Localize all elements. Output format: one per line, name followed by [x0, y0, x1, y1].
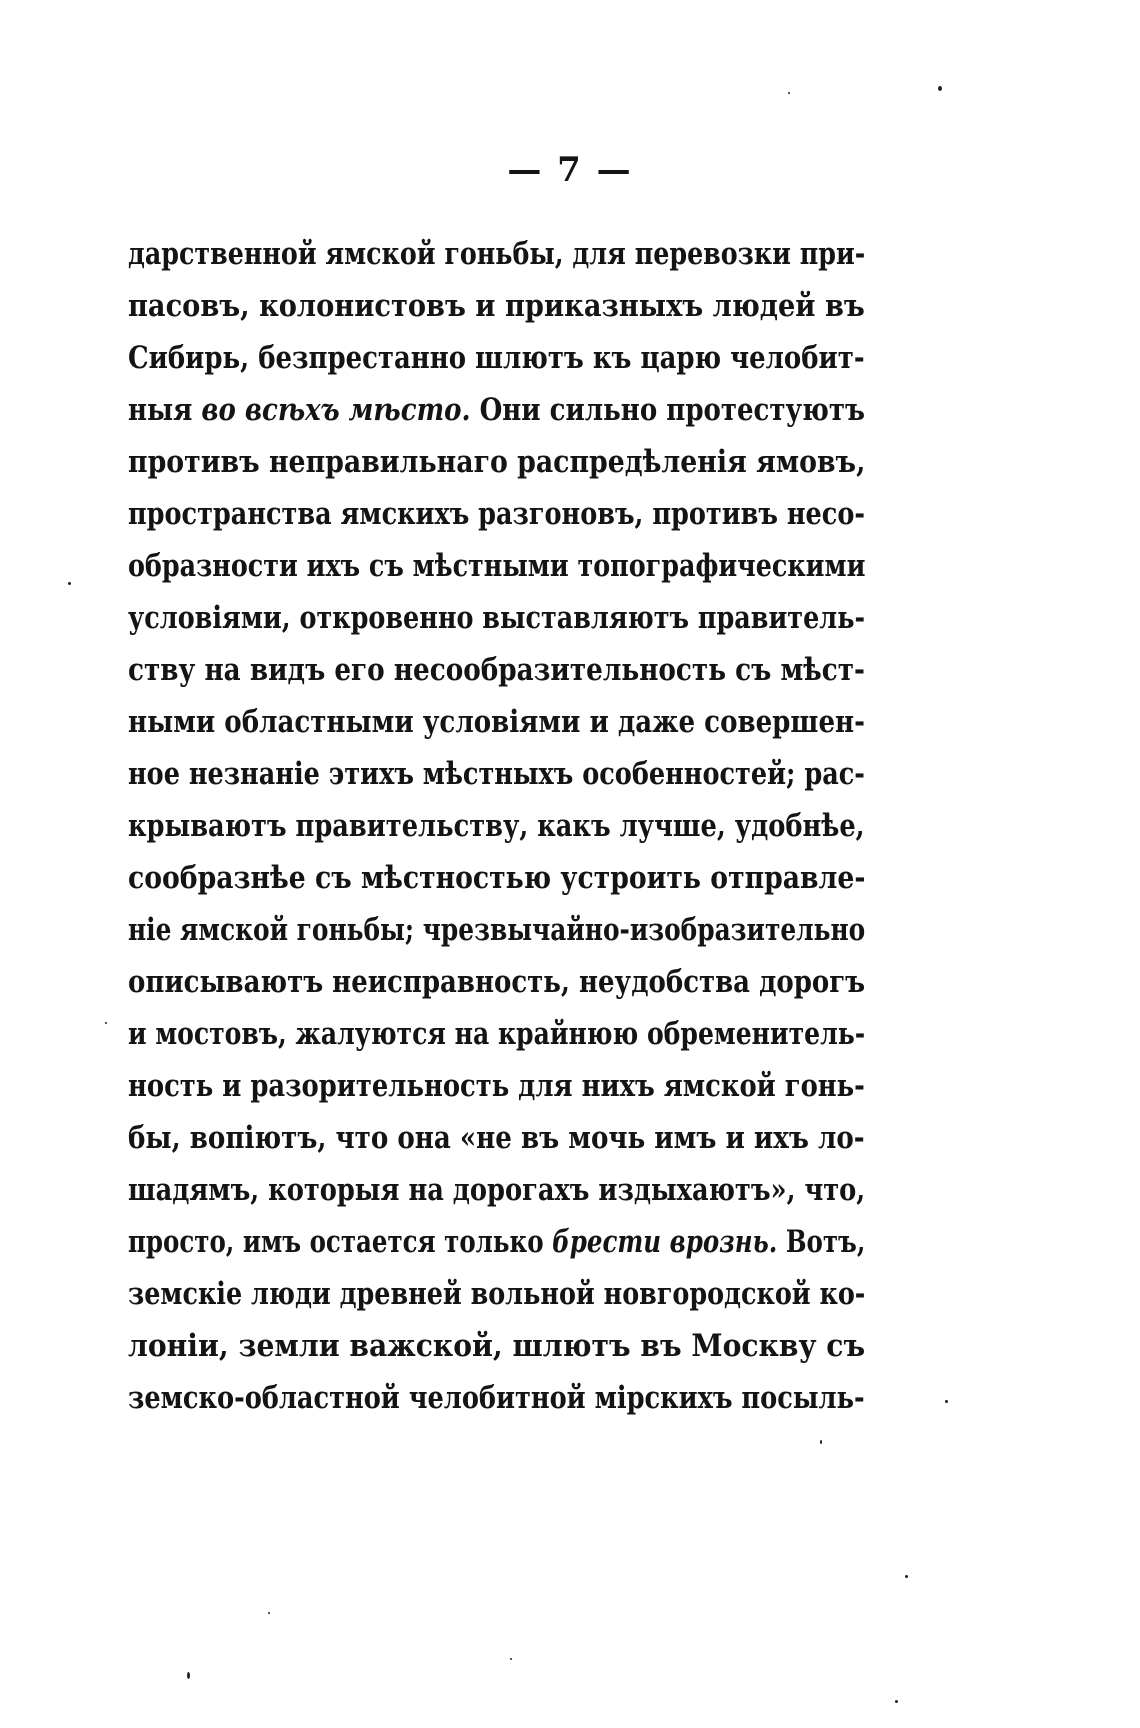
text-line — [128, 852, 865, 904]
text-line — [128, 1268, 865, 1320]
text-line — [128, 904, 865, 956]
text-line — [128, 228, 865, 280]
text-run: просто, имъ остается только — [128, 1224, 553, 1260]
text-run: пасовъ, колонистовъ и приказныхъ людей въ — [128, 288, 865, 324]
text-run: земско-областной челобитной мірскихъ посыль- — [128, 1380, 865, 1416]
text-line — [128, 1008, 865, 1060]
text-line — [128, 1216, 865, 1268]
scan-speck — [105, 1022, 107, 1024]
text-line — [128, 592, 865, 644]
text-run: образности ихъ съ мѣстными топографическими — [128, 548, 865, 584]
text-run: дарственной ямской гоньбы, для перевозки при- — [128, 236, 865, 272]
text-run: ными областными условіями и даже совершен- — [128, 704, 865, 740]
text-run: пространства ямскихъ разгоновъ, противъ несо- — [128, 496, 865, 532]
text-run: лоніи, земли важской, шлютъ въ Москву съ — [128, 1328, 865, 1364]
text-line — [128, 540, 865, 592]
scan-speck — [905, 1575, 908, 1578]
text-line — [128, 1372, 865, 1424]
italic-text: во всѣхъ мѣсто. — [201, 392, 471, 428]
text-run: ніе ямской гоньбы; чрезвычайно-изобразительно — [128, 912, 865, 948]
scan-speck — [68, 582, 71, 585]
page-number: — 7 — — [507, 150, 633, 190]
text-run: Они сильно протестуютъ — [470, 392, 865, 428]
text-line — [128, 1060, 865, 1112]
scan-speck — [788, 92, 790, 94]
text-run: Сибирь, безпрестанно шлютъ къ царю челобит- — [128, 340, 865, 376]
text-line — [128, 280, 865, 332]
text-run: ству на видъ его несообразительность съ мѣст- — [128, 652, 865, 688]
text-line — [128, 956, 865, 1008]
text-line — [128, 644, 865, 696]
scan-speck — [510, 1658, 512, 1660]
text-run: описываютъ неисправность, неудобства дорогъ — [128, 964, 865, 1000]
text-line — [128, 800, 865, 852]
text-line — [128, 436, 865, 488]
text-run: сообразнѣе съ мѣстностью устроить отправле- — [128, 860, 865, 896]
scan-speck — [268, 1612, 270, 1614]
text-line — [128, 1164, 865, 1216]
text-run: ныя — [128, 392, 202, 428]
scan-speck — [820, 1440, 822, 1444]
body-text — [128, 228, 865, 1424]
text-run: земскіе люди древней вольной новгородской ко- — [128, 1276, 865, 1312]
text-line — [128, 384, 865, 436]
italic-text: брести врознь. — [552, 1224, 778, 1260]
text-line — [128, 1320, 865, 1372]
text-run: противъ неправильнаго распредѣленія ямовъ, — [128, 444, 865, 480]
text-line — [128, 1112, 865, 1164]
scan-speck — [938, 86, 942, 91]
text-run: шадямъ, которыя на дорогахъ издыхаютъ», что, — [128, 1172, 865, 1208]
text-line — [128, 332, 865, 384]
text-run: ность и разорительность для нихъ ямской гонь- — [128, 1068, 865, 1104]
text-run: Вотъ, — [777, 1224, 865, 1260]
text-line — [128, 488, 865, 540]
text-run: крываютъ правительству, какъ лучше, удобнѣе, — [128, 808, 865, 844]
text-line — [128, 748, 865, 800]
text-line — [128, 696, 865, 748]
text-run: бы, вопіютъ, что она «не въ мочь имъ и ихъ ло- — [128, 1120, 865, 1156]
scan-speck — [187, 1672, 190, 1679]
text-run: и мостовъ, жалуются на крайнюю обременитель- — [128, 1016, 865, 1052]
scan-speck — [895, 1700, 898, 1703]
text-run: ное незнаніе этихъ мѣстныхъ особенностей; рас- — [128, 756, 865, 792]
scan-speck — [945, 1400, 948, 1403]
text-run: условіями, откровенно выставляютъ правитель- — [128, 600, 865, 636]
